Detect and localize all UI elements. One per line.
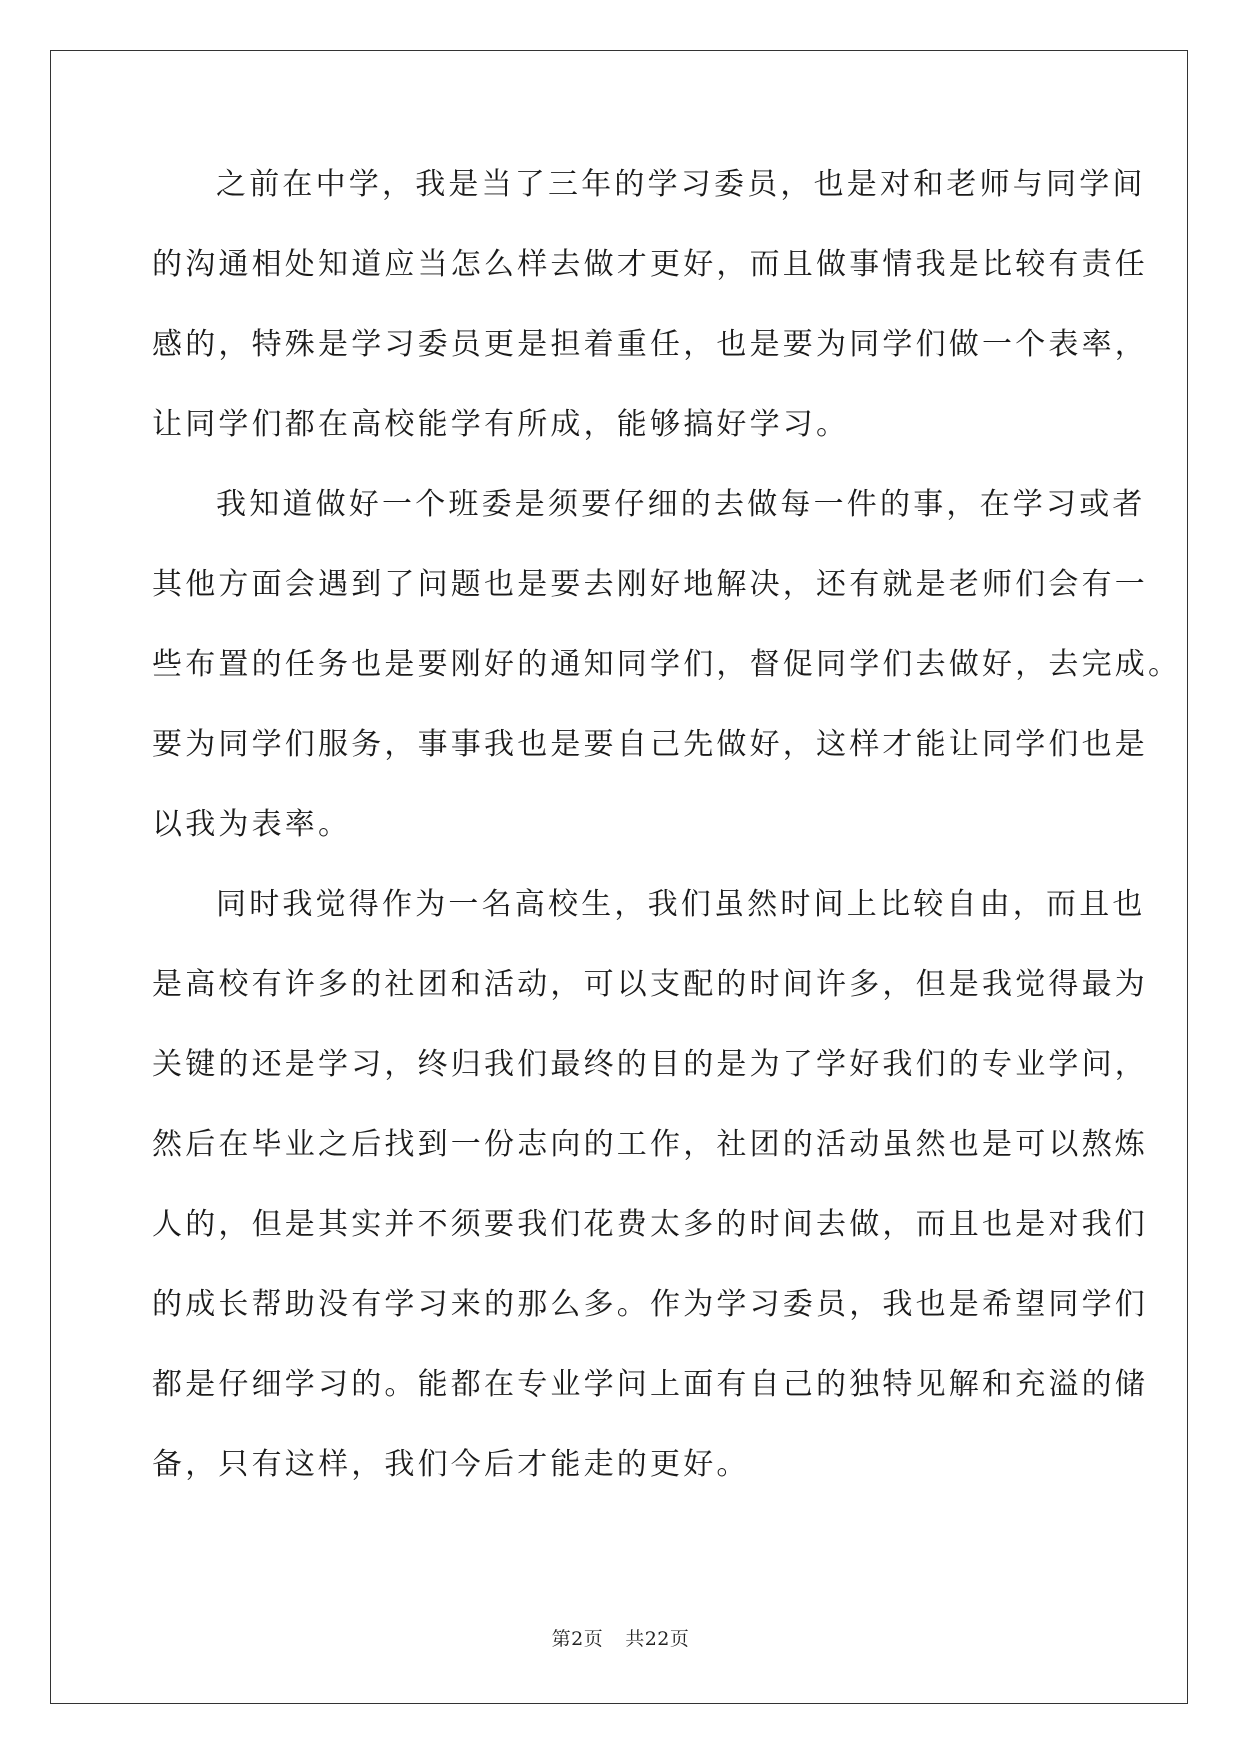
document-body bbox=[152, 160, 1182, 1520]
paragraph-3-line-3: 关键的还是学习，终归我们最终的目的是为了学好我们的专业学问， bbox=[152, 1047, 1148, 1082]
paragraph-2-line-5: 以我为表率。 bbox=[152, 807, 352, 842]
paragraph-3-line-6: 的成长帮助没有学习来的那么多。作为学习委员，我也是希望同学们 bbox=[152, 1287, 1148, 1322]
paragraph-2-line-1: 我知道做好一个班委是须要仔细的去做每一件的事，在学习或者 bbox=[216, 487, 1146, 522]
paragraph-2-line-2: 其他方面会遇到了问题也是要去刚好地解决，还有就是老师们会有一 bbox=[152, 567, 1148, 602]
page-footer bbox=[0, 1624, 1241, 1651]
paragraph-3-line-7: 都是仔细学习的。能都在专业学问上面有自己的独特见解和充溢的储 bbox=[152, 1367, 1148, 1402]
paragraph-1-line-1: 之前在中学，我是当了三年的学习委员，也是对和老师与同学间 bbox=[216, 167, 1146, 202]
paragraph-3-line-1: 同时我觉得作为一名高校生，我们虽然时间上比较自由，而且也 bbox=[216, 887, 1146, 922]
paragraph-1-line-4: 让同学们都在高校能学有所成，能够搞好学习。 bbox=[152, 407, 850, 442]
page-number: 第2页 bbox=[551, 1628, 604, 1650]
paragraph-2-line-4: 要为同学们服务，事事我也是要自己先做好，这样才能让同学们也是 bbox=[152, 727, 1148, 762]
paragraph-3-line-5: 人的，但是其实并不须要我们花费太多的时间去做，而且也是对我们 bbox=[152, 1207, 1148, 1242]
paragraph-3-line-2: 是高校有许多的社团和活动，可以支配的时间许多，但是我觉得最为 bbox=[152, 967, 1148, 1002]
paragraph-2-line-3: 些布置的任务也是要刚好的通知同学们，督促同学们去做好，去完成。 bbox=[152, 647, 1182, 682]
paragraph-3-line-4: 然后在毕业之后找到一份志向的工作，社团的活动虽然也是可以熬炼 bbox=[152, 1127, 1148, 1162]
total-pages: 共22页 bbox=[625, 1628, 690, 1650]
paragraph-1-line-2: 的沟通相处知道应当怎么样去做才更好，而且做事情我是比较有责任 bbox=[152, 247, 1148, 282]
paragraph-3-line-8: 备，只有这样，我们今后才能走的更好。 bbox=[152, 1447, 750, 1482]
paragraph-1-line-3: 感的，特殊是学习委员更是担着重任，也是要为同学们做一个表率， bbox=[152, 327, 1148, 362]
